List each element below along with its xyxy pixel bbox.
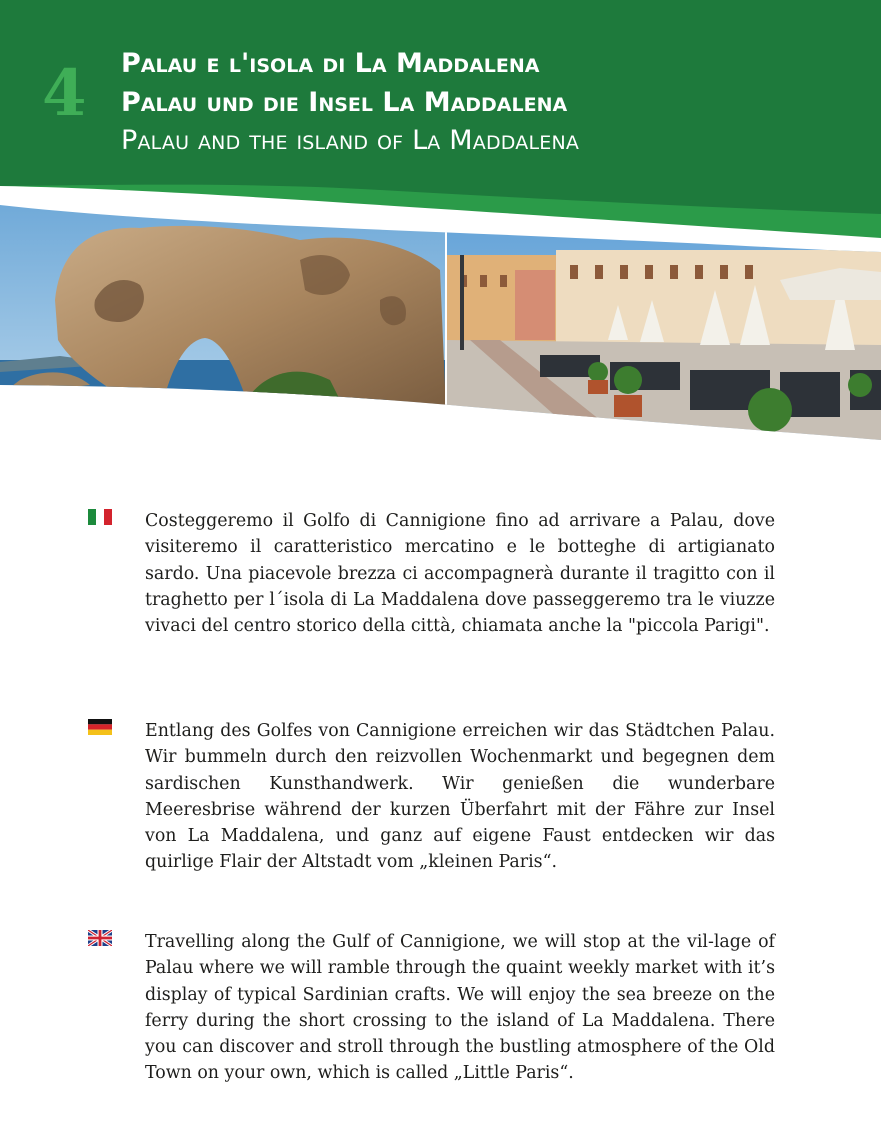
title-english: Palau and the island of La Maddalena bbox=[121, 125, 580, 156]
germany-flag-icon bbox=[88, 719, 112, 735]
chapter-number: 4 bbox=[42, 56, 87, 131]
granite-rock-arch-photo bbox=[0, 200, 446, 440]
header-banner bbox=[0, 0, 881, 440]
section-text: Costeggeremo il Golfo di Cannigione fino ad arrivare a Palau, dove visiteremo il caratteristico mercatino e le botteghe di artigianato sardo. Una piacevole brezza ci accompagnerà durante il tragitto con il traghetto per l´isola di La Maddalena dove passeggeremo tra le viuzze vivaci del centro storico della città, chiamata anche la "piccola Parigi". bbox=[145, 511, 775, 637]
uk-flag-icon bbox=[88, 930, 112, 946]
section-text: Entlang des Golfes von Cannigione erreichen wir das Städtchen Palau. Wir bummeln durch den reizvollen Wochenmarkt und begegnen dem sardischen Kunsthandwerk. Wir genießen die wunderbare Meeresbrise während der kurzen Überfahrt mit der Fähre zur Insel von La Maddalena, und ganz auf eigene Faust entdecken wir das quirlige Flair der Altstadt vom „kleinen Paris“. bbox=[145, 721, 775, 873]
italy-flag-icon bbox=[88, 509, 112, 525]
title-german: Palau und die Insel La Maddalena bbox=[121, 87, 568, 118]
section-text: Travelling along the Gulf of Cannigione, we will stop at the vil-lage of Palau where we will ramble through the quaint weekly market with it’s display of typical Sardinian crafts. We will enjoy the sea breeze on the ferry during the short crossing to the island of La Maddalena. There you can discover and stroll through the bustling atmosphere of the Old Town on your own, which is called „Little Paris“. bbox=[145, 932, 775, 1084]
title-italian: Palau e l'isola di La Maddalena bbox=[121, 48, 540, 79]
town-square-cafe-photo bbox=[446, 200, 881, 440]
